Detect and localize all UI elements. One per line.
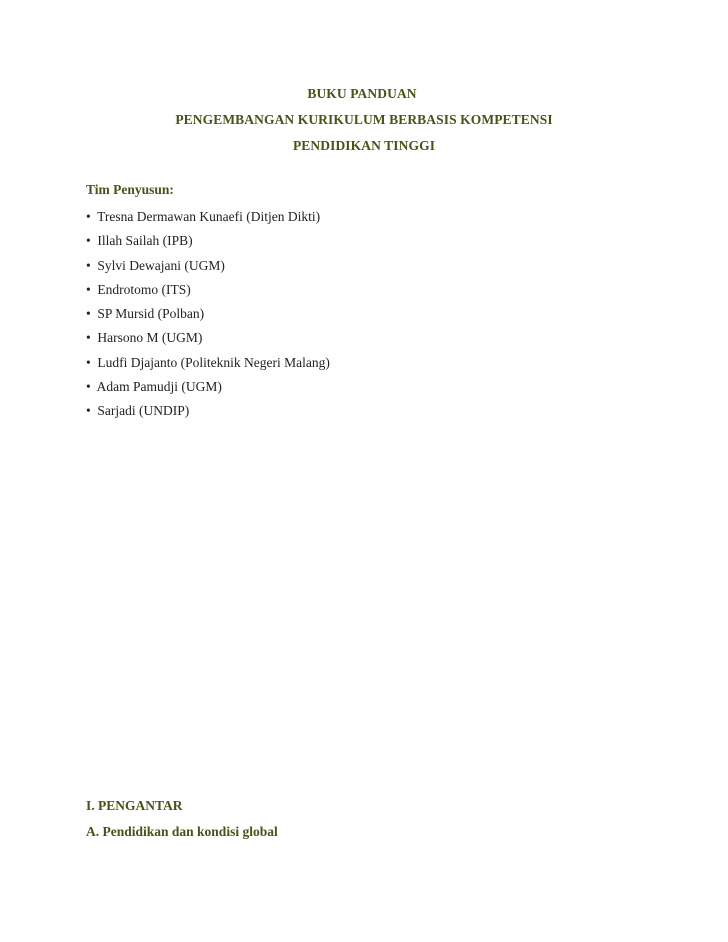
member-name: Sylvi Dewajani (UGM) bbox=[97, 257, 225, 273]
list-item bbox=[86, 282, 330, 306]
member-name: Tresna Dermawan Kunaefi (Ditjen Dikti) bbox=[97, 209, 321, 224]
bullet-icon: • bbox=[86, 354, 91, 370]
bullet-icon: • bbox=[86, 281, 91, 297]
list-item bbox=[86, 306, 330, 330]
list-item bbox=[86, 209, 330, 233]
member-name: Endrotomo (ITS) bbox=[97, 281, 191, 297]
bullet-icon: • bbox=[86, 209, 91, 224]
document-title-line-3: PENDIDIKAN TINGGI bbox=[292, 138, 436, 153]
member-name: Sarjadi (UNDIP) bbox=[97, 403, 190, 419]
list-item bbox=[86, 355, 330, 379]
bullet-icon: • bbox=[86, 403, 91, 419]
list-item bbox=[86, 379, 330, 403]
bullet-icon: • bbox=[86, 330, 91, 346]
list-item bbox=[86, 403, 330, 427]
section-heading: I. PENGANTAR bbox=[86, 798, 183, 813]
member-name: Illah Sailah (IPB) bbox=[97, 233, 193, 249]
list-item bbox=[86, 330, 330, 354]
member-name: SP Mursid (Polban) bbox=[97, 306, 205, 322]
team-heading: Tim Penyusun: bbox=[86, 182, 174, 197]
document-title-line-2: PENGEMBANGAN KURIKULUM BERBASIS KOMPETENSI bbox=[175, 112, 553, 127]
member-name: Harsono M (UGM) bbox=[97, 330, 203, 346]
bullet-icon: • bbox=[86, 306, 91, 322]
bullet-icon: • bbox=[86, 233, 91, 249]
team-member-list bbox=[86, 209, 330, 428]
list-item bbox=[86, 233, 330, 257]
bullet-icon: • bbox=[86, 379, 91, 395]
document-title-line-1: BUKU PANDUAN bbox=[307, 86, 417, 101]
member-name: Ludfi Djajanto (Politeknik Negeri Malang) bbox=[97, 354, 330, 370]
list-item bbox=[86, 258, 330, 282]
subsection-heading: A. Pendidikan dan kondisi global bbox=[86, 824, 278, 839]
member-name: Adam Pamudji (UGM) bbox=[96, 379, 222, 395]
bullet-icon: • bbox=[86, 257, 91, 273]
